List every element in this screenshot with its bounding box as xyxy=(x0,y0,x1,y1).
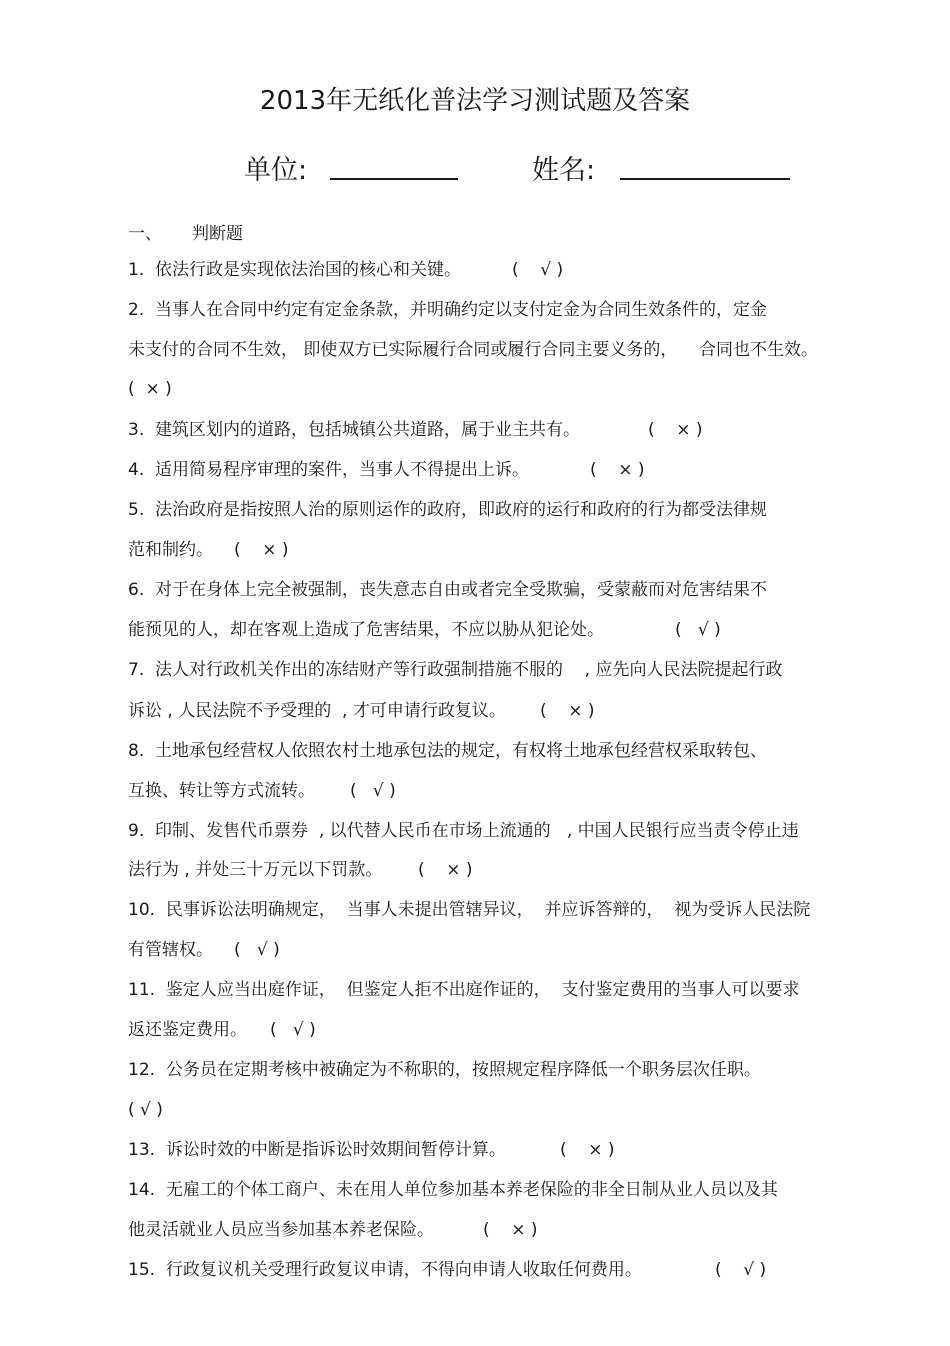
question-line xyxy=(128,659,782,681)
question-line xyxy=(128,539,213,561)
question-text: 4. 适用简易程序审理的案件，当事人不得提出上诉。 xyxy=(128,460,530,480)
question-line xyxy=(128,579,767,601)
question-text: 12. 公务员在定期考核中被确定为不称职的，按照规定程序降低一个职务层次任职。 xyxy=(128,1060,761,1080)
question-text: 5. 法治政府是指按照人治的原则运作的政府，即政府的运行和政府的行为都受法律规 xyxy=(128,500,768,520)
question-text: 10. 民事诉讼法明确规定， 当事人未提出管辖异议， 并应诉答辩的， 视为受诉人民法院 xyxy=(128,900,811,920)
question-line xyxy=(128,339,818,361)
document-title: 2013年无纸化普法学习测试题及答案 xyxy=(259,86,691,116)
answer-mark: ( × ) xyxy=(234,540,289,560)
question-text: 6. 对于在身体上完全被强制，丧失意志自由或者完全受欺骗，受蒙蔽而对危害结果不 xyxy=(128,580,768,600)
question-line xyxy=(128,1059,761,1081)
question-line xyxy=(128,700,506,722)
name-label: 姓名: xyxy=(532,155,596,186)
question-line xyxy=(128,820,799,842)
question-line xyxy=(128,1219,434,1241)
answer-mark: ( √ ) xyxy=(350,781,396,801)
question-text: 9. 印制、发售代币票券 , 以代替人民币在市场上流通的 , 中国人民银行应当责令停止违 xyxy=(128,821,799,841)
question-line xyxy=(128,1139,506,1161)
question-text: 8. 土地承包经营权人依照农村土地承包法的规定，有权将土地承包经营权采取转包、 xyxy=(128,741,768,761)
question-line xyxy=(128,939,213,961)
question-line xyxy=(128,899,810,921)
question-text: 2. 当事人在合同中约定有定金条款，并明确约定以支付定金为合同生效条件的，定金 xyxy=(128,300,768,320)
answer-mark: ( × ) xyxy=(483,1220,538,1240)
unit-label: 单位: xyxy=(244,155,308,186)
question-text: 能预见的人，却在客观上造成了危害结果，不应以胁从犯论处。 xyxy=(128,620,604,640)
question-line xyxy=(128,780,315,802)
question-line xyxy=(128,499,767,521)
section-number: 一、 xyxy=(128,224,162,244)
question-line xyxy=(128,859,382,881)
question-line xyxy=(128,740,767,762)
answer-mark: ( √ ) xyxy=(675,620,721,640)
question-line xyxy=(128,1179,778,1201)
question-text: 1. 依法行政是实现依法治国的核心和关键。 xyxy=(128,260,462,280)
question-line xyxy=(128,419,580,441)
question-line xyxy=(128,619,604,641)
answer-mark: ( × ) xyxy=(560,1140,615,1160)
question-line xyxy=(128,1259,642,1281)
question-text: 范和制约。 xyxy=(128,540,213,560)
answer-mark: ( √ ) xyxy=(270,1020,316,1040)
answer-mark: ( √ ) xyxy=(512,260,564,280)
question-text: 诉讼 , 人民法院不予受理的 , 才可申请行政复议。 xyxy=(128,701,506,721)
answer-mark: ( × ) xyxy=(418,860,473,880)
question-line xyxy=(128,1019,247,1041)
question-text: 14. 无雇工的个体工商户、未在用人单位参加基本养老保险的非全日制从业人员以及其 xyxy=(128,1180,778,1200)
answer-mark: ( √ ) xyxy=(128,1100,163,1120)
answer-mark: ( × ) xyxy=(648,420,703,440)
answer-mark: ( × ) xyxy=(590,460,645,480)
question-text: 未支付的合同不生效， 即使双方已实际履行合同或履行合同主要义务的， 合同也不生效。 xyxy=(128,340,819,360)
answer-mark: ( √ ) xyxy=(234,940,280,960)
name-blank-line xyxy=(620,178,790,180)
question-text: 返还鉴定费用。 xyxy=(128,1020,247,1040)
question-text: 11. 鉴定人应当出庭作证， 但鉴定人拒不出庭作证的， 支付鉴定费用的当事人可以要求 xyxy=(128,980,800,1000)
question-line xyxy=(128,459,529,481)
question-text: 法行为 , 并处三十万元以下罚款。 xyxy=(128,860,383,880)
section-label: 判断题 xyxy=(192,224,243,244)
question-text: 他灵活就业人员应当参加基本养老保险。 xyxy=(128,1220,434,1240)
question-text: 7. 法人对行政机关作出的冻结财产等行政强制措施不服的 , 应先向人民法院提起行政 xyxy=(128,660,783,680)
question-text: 有管辖权。 xyxy=(128,940,213,960)
answer-mark: ( × ) xyxy=(128,379,172,399)
section-heading xyxy=(128,219,243,244)
question-text: 13. 诉讼时效的中断是指诉讼时效期间暂停计算。 xyxy=(128,1140,506,1160)
question-text: 互换、转让等方式流转。 xyxy=(128,781,315,801)
question-line xyxy=(128,259,461,281)
answer-mark: ( × ) xyxy=(540,701,595,721)
answer-mark: ( √ ) xyxy=(715,1260,767,1280)
question-text: 3. 建筑区划内的道路，包括城镇公共道路，属于业主共有。 xyxy=(128,420,581,440)
question-text: 15. 行政复议机关受理行政复议申请，不得向申请人收取任何费用。 xyxy=(128,1260,642,1280)
unit-blank-line xyxy=(330,178,458,180)
question-line xyxy=(128,979,799,1001)
question-line xyxy=(128,299,767,321)
